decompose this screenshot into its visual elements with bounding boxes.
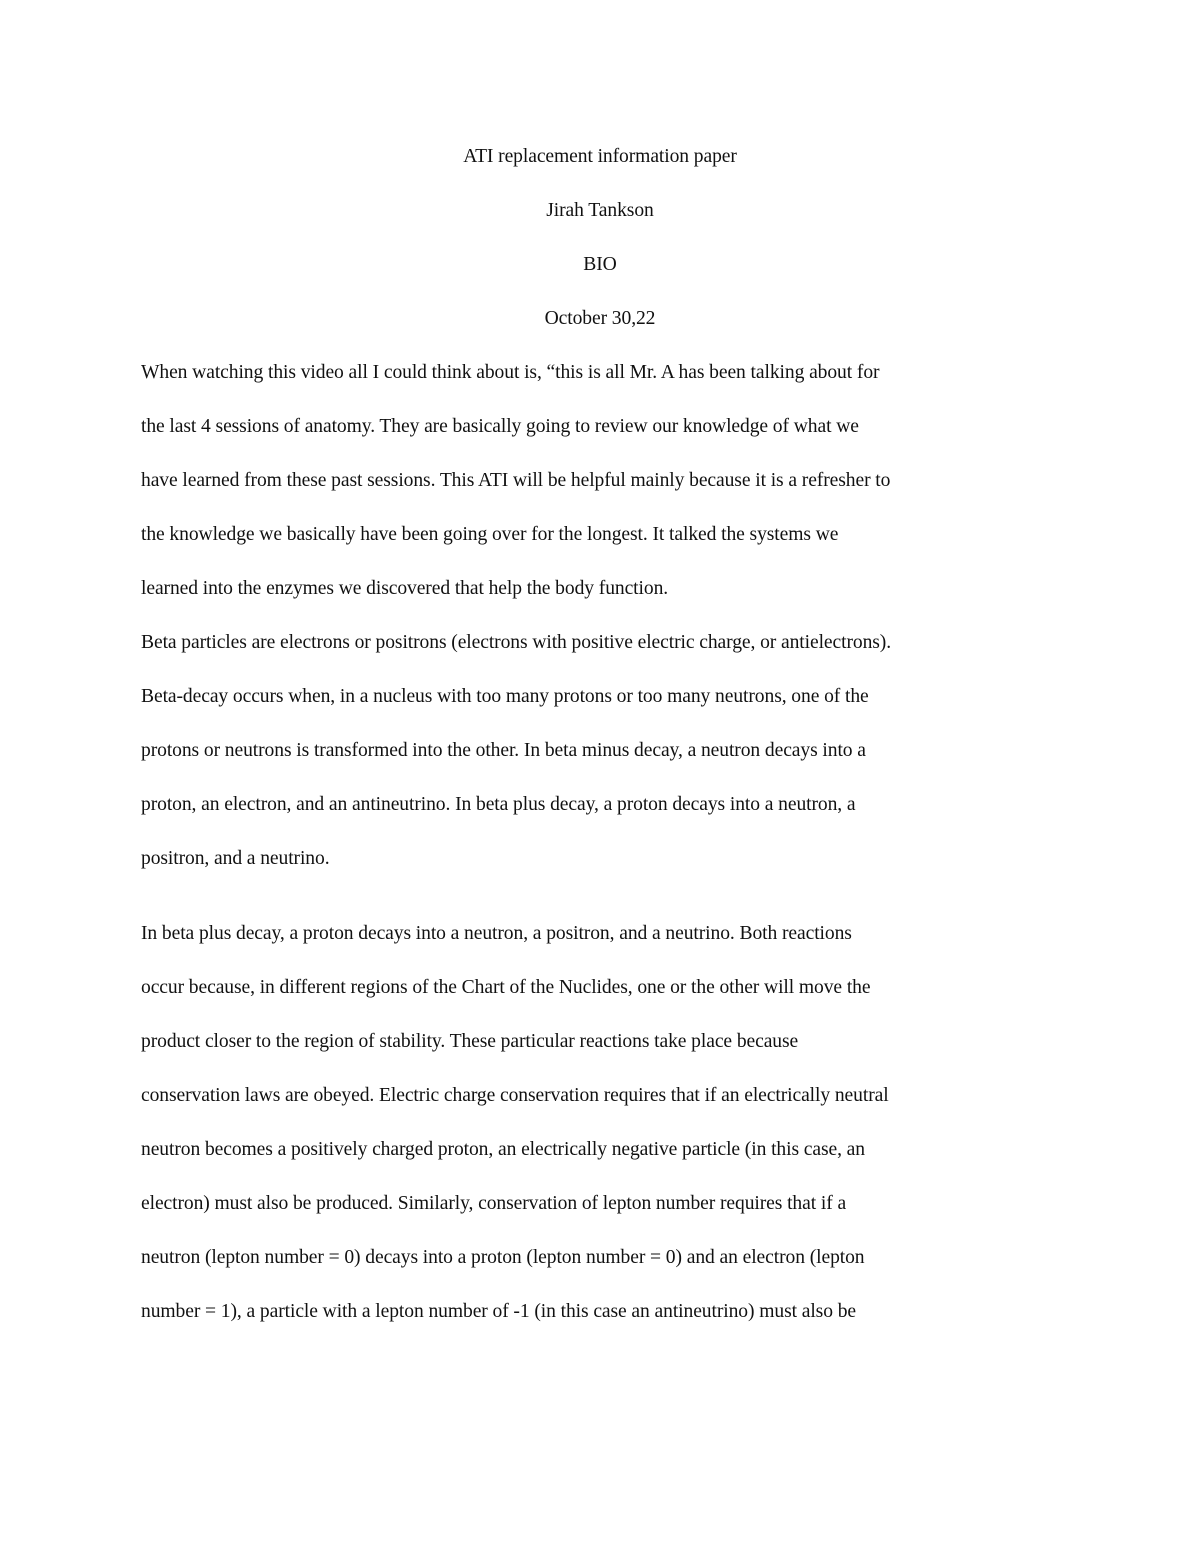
body-line: Beta particles are electrons or positrons (electrons with positive electric charge, or antielectrons). [141,632,892,653]
paper-title: ATI replacement information paper [463,146,737,167]
body-line: number = 1), a particle with a lepton number of -1 (in this case an antineutrino) must also be [141,1301,856,1322]
body-line: protons or neutrons is transformed into the other. In beta minus decay, a neutron decays into a [141,740,866,761]
body-line: learned into the enzymes we discovered that help the body function. [141,578,669,599]
body-line: occur because, in different regions of the Chart of the Nuclides, one or the other will move the [141,977,871,998]
body-line: When watching this video all I could think about is, “this is all Mr. A has been talking about for [141,362,880,383]
body-line: neutron (lepton number = 0) decays into a proton (lepton number = 0) and an electron (lepton [141,1247,865,1268]
course-name: BIO [583,254,617,275]
body-line: Beta-decay occurs when, in a nucleus with too many protons or too many neutrons, one of the [141,686,869,707]
body-line: product closer to the region of stability. These particular reactions take place because [141,1031,799,1052]
body-line: electron) must also be produced. Similarly, conservation of lepton number requires that if a [141,1193,847,1214]
author-name: Jirah Tankson [546,200,654,221]
body-line: positron, and a neutrino. [141,848,330,869]
body-line: have learned from these past sessions. This ATI will be helpful mainly because it is a refresher to [141,470,891,491]
body-line: the knowledge we basically have been going over for the longest. It talked the systems we [141,524,839,545]
paper-date: October 30,22 [544,308,656,329]
body-line: conservation laws are obeyed. Electric charge conservation requires that if an electrically neutral [141,1085,889,1106]
body-line: In beta plus decay, a proton decays into a neutron, a positron, and a neutrino. Both reactions [141,923,852,944]
body-line: proton, an electron, and an antineutrino. In beta plus decay, a proton decays into a neutron, a [141,794,856,815]
body-line: the last 4 sessions of anatomy. They are basically going to review our knowledge of what we [141,416,859,437]
body-line: neutron becomes a positively charged proton, an electrically negative particle (in this case, an [141,1139,865,1160]
